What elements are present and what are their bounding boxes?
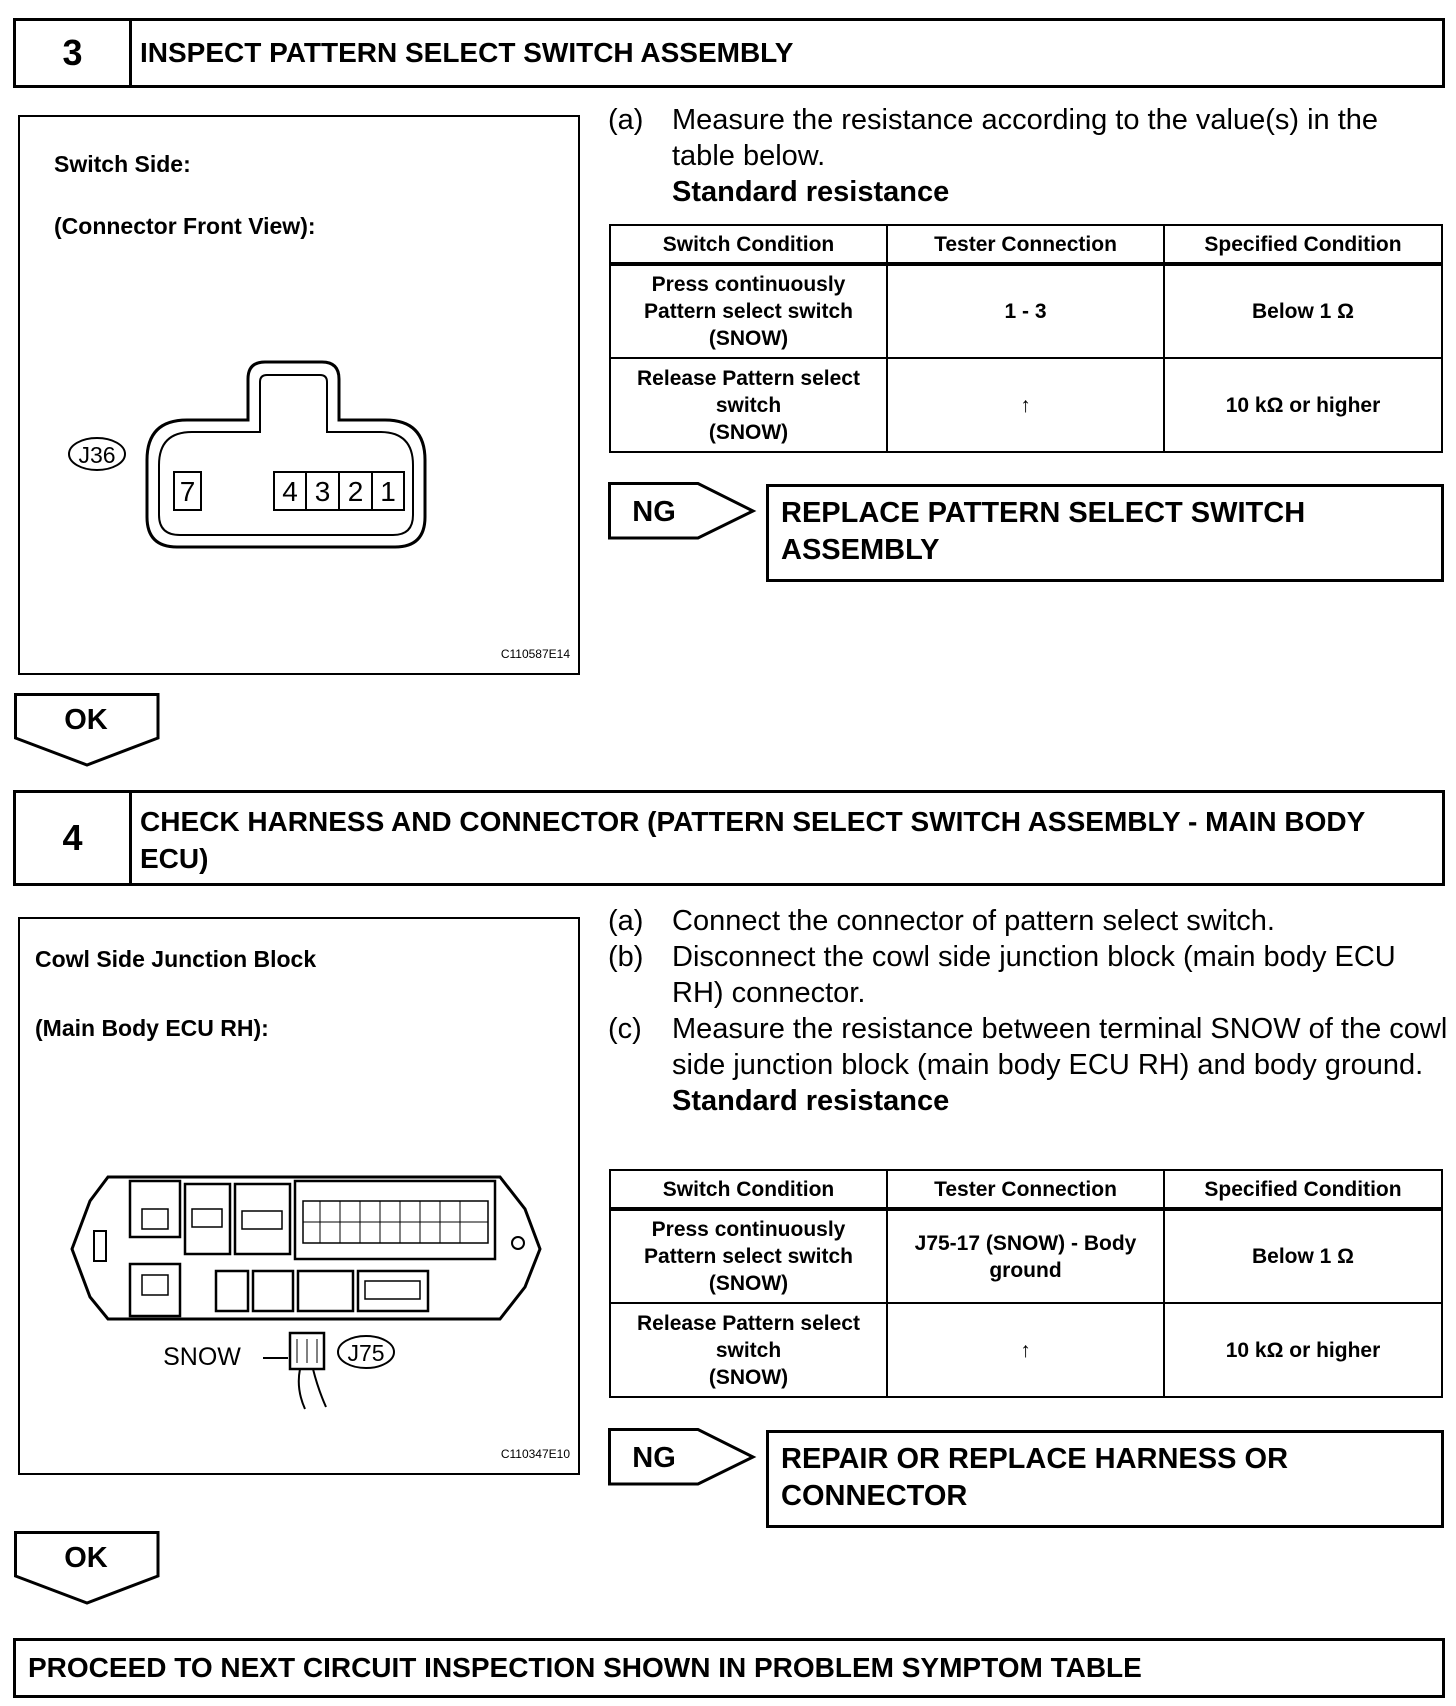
pin-label: 4 bbox=[282, 476, 298, 507]
figure-label: (Connector Front View): bbox=[54, 213, 316, 239]
step-3-instructions bbox=[608, 102, 1448, 210]
condition-line: (SNOW) bbox=[708, 1365, 789, 1389]
condition-line: Press continuously bbox=[651, 1218, 846, 1241]
terminal-label: SNOW bbox=[163, 1343, 241, 1371]
table-cell bbox=[610, 358, 887, 452]
table-cell: Below 1 Ω bbox=[1164, 1209, 1442, 1303]
instruction-item bbox=[608, 102, 1448, 174]
table-cell: 10 kΩ or higher bbox=[1164, 1303, 1442, 1397]
instruction-text: Measure the resistance according to the value(s) in the table below. bbox=[672, 104, 1379, 172]
table-cell: Below 1 Ω bbox=[1164, 264, 1442, 358]
instruction-letter: (a) bbox=[608, 104, 644, 136]
ng-label: NG bbox=[632, 1442, 676, 1474]
table-header: Switch Condition bbox=[610, 225, 887, 264]
instruction-letter: (a) bbox=[608, 905, 644, 937]
table-header-row bbox=[610, 225, 1442, 264]
condition-line: (SNOW) bbox=[708, 1272, 789, 1295]
figure-code: C110587E14 bbox=[500, 647, 570, 661]
instruction-text: Connect the connector of pattern select switch. bbox=[672, 905, 1275, 937]
j36-connector-diagram bbox=[20, 117, 580, 675]
step-4-figure bbox=[18, 917, 580, 1475]
step-4-spec-table bbox=[609, 1169, 1443, 1398]
condition-line: switch bbox=[715, 1338, 782, 1362]
step-4-instructions bbox=[608, 903, 1448, 1119]
condition-line: Pattern select switch bbox=[644, 300, 853, 323]
table-row bbox=[610, 1209, 1442, 1303]
pin-label: 3 bbox=[314, 476, 331, 507]
step-title: CHECK HARNESS AND CONNECTOR (PATTERN SELECT SWITCH ASSEMBLY - MAIN BODY ECU) bbox=[140, 806, 1365, 874]
instruction-item bbox=[608, 1011, 1448, 1083]
standard-label: Standard resistance bbox=[672, 1085, 950, 1117]
ng-result: REPAIR OR REPLACE HARNESS OR CONNECTOR bbox=[766, 1430, 1444, 1528]
ng-label: NG bbox=[632, 496, 676, 528]
table-header: Tester Connection bbox=[887, 225, 1164, 264]
step-3-spec-table bbox=[609, 224, 1443, 453]
step-4-header bbox=[13, 790, 1445, 886]
standard-row bbox=[608, 174, 1448, 210]
table-header: Specified Condition bbox=[1164, 1170, 1442, 1209]
instruction-letter: (c) bbox=[608, 1013, 642, 1045]
instruction-letter: (b) bbox=[608, 941, 644, 973]
step-number: 3 bbox=[16, 21, 132, 85]
table-row bbox=[610, 1303, 1442, 1397]
ok-arrow bbox=[14, 693, 160, 768]
table-cell: ↑ bbox=[887, 1303, 1164, 1397]
standard-label: Standard resistance bbox=[672, 176, 950, 208]
instruction-text: Disconnect the cowl side junction block (main body ECU RH) connector. bbox=[672, 941, 1396, 1009]
table-cell bbox=[610, 1303, 887, 1397]
final-result: PROCEED TO NEXT CIRCUIT INSPECTION SHOWN IN PROBLEM SYMPTOM TABLE bbox=[13, 1638, 1445, 1698]
table-cell: J75-17 (SNOW) - Body ground bbox=[887, 1209, 1164, 1303]
table-row bbox=[610, 358, 1442, 452]
instruction-item bbox=[608, 939, 1448, 1011]
condition-line: (SNOW) bbox=[708, 420, 789, 444]
table-cell: ↑ bbox=[887, 358, 1164, 452]
standard-row bbox=[608, 1083, 1448, 1119]
figure-code: C110347E10 bbox=[500, 1447, 570, 1461]
table-row bbox=[610, 264, 1442, 358]
ok-label: OK bbox=[64, 1542, 108, 1574]
pin-label: 7 bbox=[179, 476, 196, 507]
condition-line: switch bbox=[715, 393, 782, 417]
ok-label: OK bbox=[64, 704, 108, 736]
figure-label: (Main Body ECU RH): bbox=[35, 1015, 269, 1041]
step-title: INSPECT PATTERN SELECT SWITCH ASSEMBLY bbox=[140, 37, 794, 68]
ng-result: REPLACE PATTERN SELECT SWITCH ASSEMBLY bbox=[766, 484, 1444, 582]
figure-label: Switch Side: bbox=[54, 151, 191, 177]
table-cell bbox=[610, 264, 887, 358]
table-header-row bbox=[610, 1170, 1442, 1209]
ok-arrow bbox=[14, 1531, 160, 1606]
instruction-item bbox=[608, 903, 1448, 939]
table-cell: 10 kΩ or higher bbox=[1164, 358, 1442, 452]
table-header: Specified Condition bbox=[1164, 225, 1442, 264]
figure-label: Cowl Side Junction Block bbox=[35, 946, 317, 972]
step-number: 4 bbox=[16, 793, 132, 883]
condition-line: (SNOW) bbox=[708, 327, 789, 350]
junction-block-diagram bbox=[20, 919, 580, 1475]
table-cell: 1 - 3 bbox=[887, 264, 1164, 358]
table-header: Switch Condition bbox=[610, 1170, 887, 1209]
condition-line: Release Pattern select bbox=[637, 366, 860, 390]
ng-arrow bbox=[608, 1428, 758, 1488]
step-3-figure bbox=[18, 115, 580, 675]
instruction-text: Measure the resistance between terminal SNOW of the cowl side junction block (main body ECU RH) and body ground. bbox=[672, 1013, 1448, 1081]
condition-line: Pattern select switch bbox=[644, 1245, 853, 1268]
pin-label: 1 bbox=[380, 476, 396, 507]
table-cell bbox=[610, 1209, 887, 1303]
ng-arrow bbox=[608, 482, 758, 542]
table-header: Tester Connection bbox=[887, 1170, 1164, 1209]
step-3-header bbox=[13, 18, 1445, 88]
connector-id: J75 bbox=[347, 1340, 385, 1366]
condition-line: Release Pattern select bbox=[637, 1311, 860, 1335]
connector-id: J36 bbox=[78, 442, 116, 468]
pin-label: 2 bbox=[347, 476, 364, 507]
condition-line: Press continuously bbox=[651, 273, 846, 296]
